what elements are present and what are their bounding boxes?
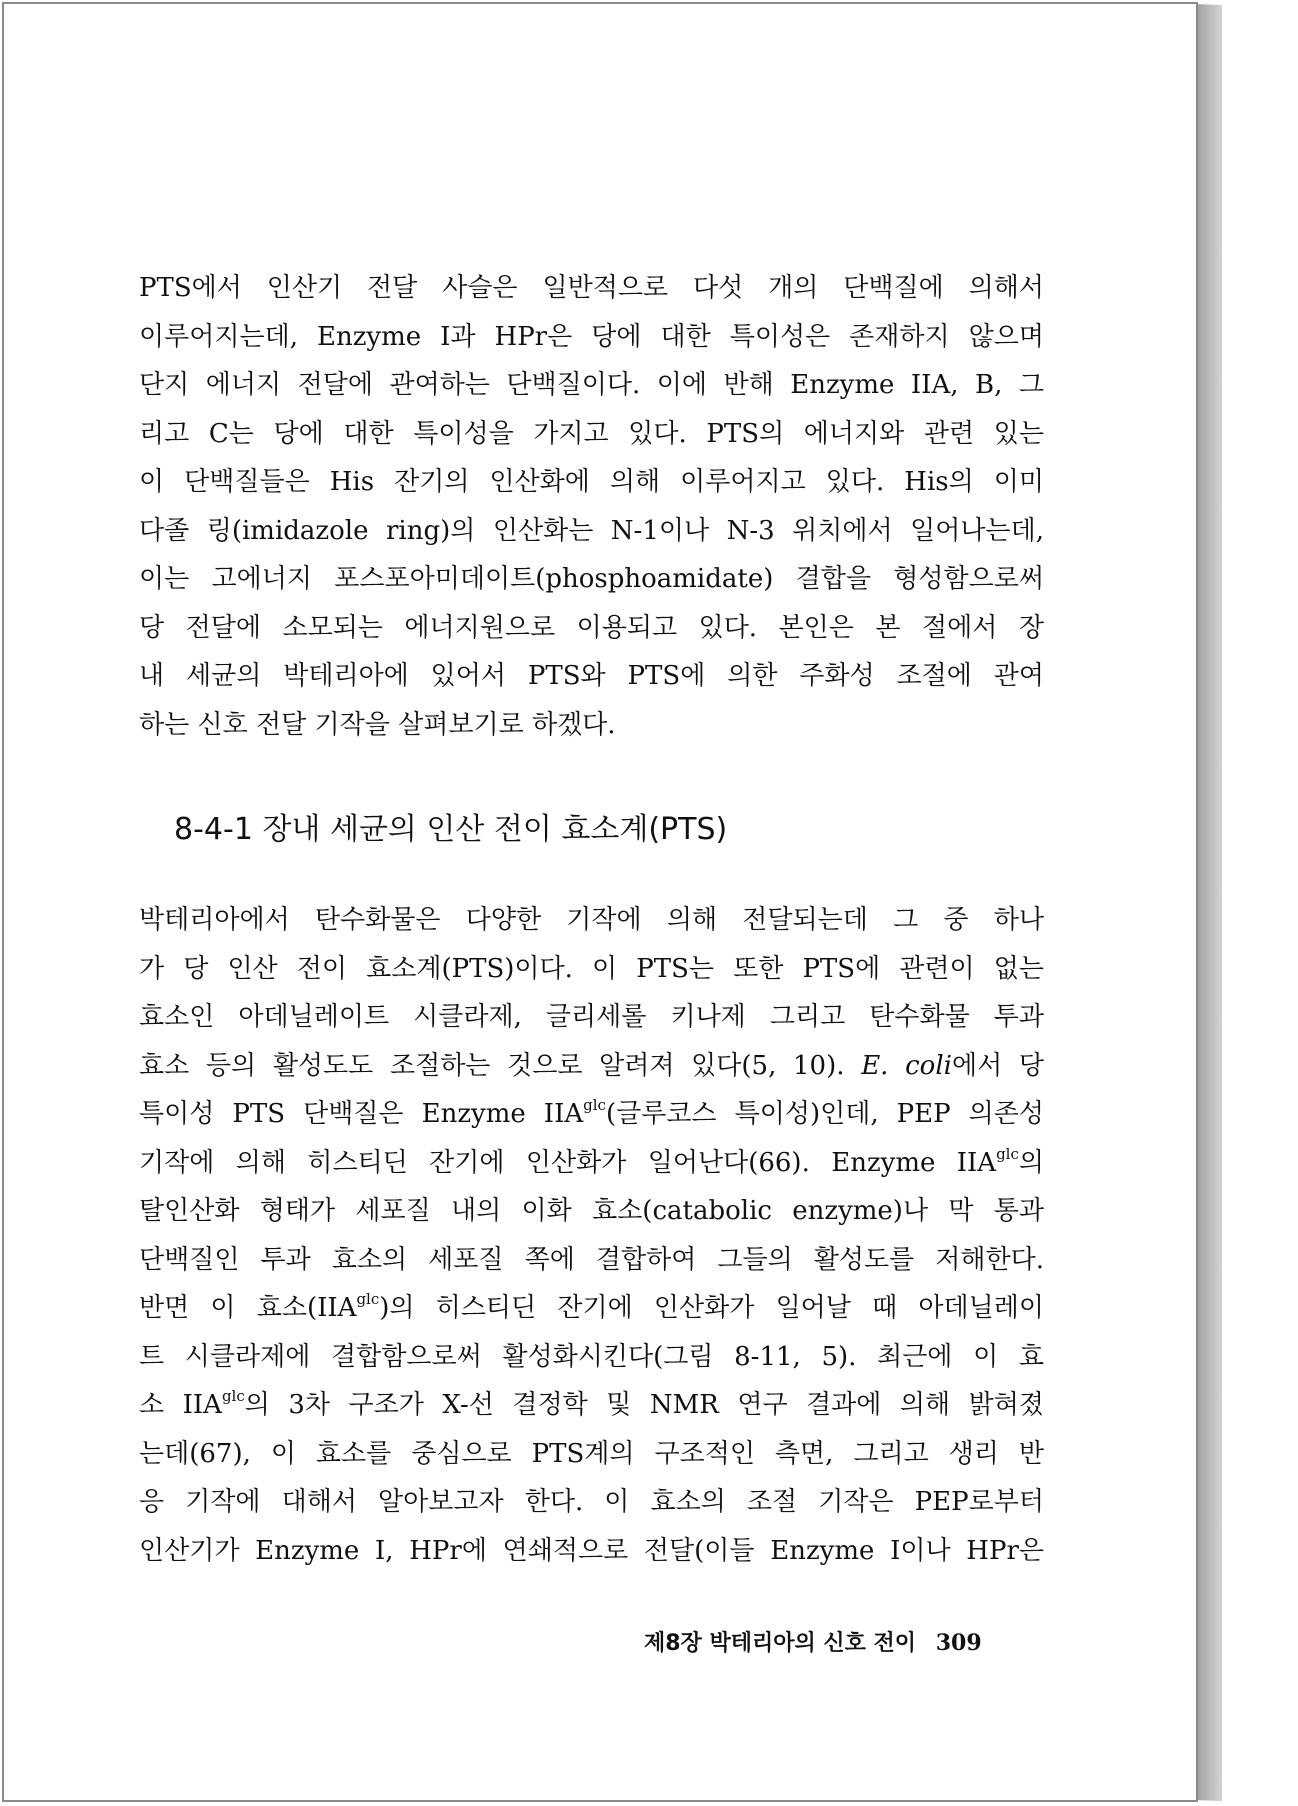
- text-line: [139, 410, 1044, 459]
- line-text: 이는 고에너지 포스포아미데이트(phosphoamidate) 결합을 형성함으로써: [139, 564, 1044, 594]
- text-line: [139, 264, 1044, 313]
- line-segment: )의 히스티딘 잔기에 인산화가 일어날 때 아데닐레이: [379, 1293, 1044, 1323]
- page-number: 309: [935, 1630, 982, 1656]
- line-text: [139, 1139, 1044, 1188]
- line-segment: 의: [1018, 1147, 1044, 1178]
- line-text: 당 전달에 소모되는 에너지원으로 이용되고 있다. 본인은 본 절에서 장: [139, 612, 1044, 643]
- text-line: [139, 993, 1044, 1042]
- line-text: 응 기작에 대해서 알아보고자 한다. 이 효소의 조절 기작은 PEP로부터: [139, 1487, 1044, 1517]
- superscript: glc: [583, 1096, 606, 1115]
- text-line: [139, 555, 1044, 604]
- line-text: 내 세균의 박테리아에 있어서 PTS와 PTS에 의한 주화성 조절에 관여: [139, 661, 1044, 691]
- line-text: 효소인 아데닐레이트 시클라제, 글리세롤 키나제 그리고 탄수화물 투과: [139, 1002, 1044, 1032]
- text-line: [139, 701, 1044, 750]
- text-line: [139, 1430, 1044, 1479]
- text-line: [139, 1042, 1044, 1091]
- line-text: 인산기가 Enzyme I, HPr에 연쇄적으로 전달(이들 Enzyme I이나 HPr은: [139, 1535, 1044, 1566]
- text-line: [139, 1090, 1044, 1139]
- superscript: glc: [356, 1290, 380, 1309]
- superscript: glc: [996, 1144, 1019, 1163]
- line-text: PTS에서 인산기 전달 사슬은 일반적으로 다섯 개의 단백질에 의해서: [139, 273, 1044, 303]
- text-line: [139, 1139, 1044, 1188]
- line-text: [139, 1381, 1044, 1430]
- line-text: 다졸 링(imidazole ring)의 인산화는 N-1이나 N-3 위치에서 일어나는데,: [139, 515, 1044, 546]
- line-text: [139, 1042, 1044, 1091]
- line-text: 는데(67), 이 효소를 중심으로 PTS계의 구조적인 측면, 그리고 생리 반: [139, 1438, 1044, 1469]
- text-line: [139, 458, 1044, 507]
- line-text: 단백질인 투과 효소의 세포질 쪽에 결합하여 그들의 활성도를 저해한다.: [139, 1244, 1044, 1275]
- line-segment: 소 IIA: [139, 1390, 222, 1420]
- line-text: 이루어지는데, Enzyme I과 HPr은 당에 대한 특이성은 존재하지 않으며: [139, 321, 1044, 352]
- line-text: [139, 1090, 1044, 1139]
- text-line: [139, 1478, 1044, 1527]
- chapter-title: 제8장 박테리아의 신호 전이: [644, 1631, 917, 1656]
- section-heading: 8-4-1 장내 세균의 인산 전이 효소계(PTS): [174, 812, 728, 847]
- line-text: 탈인산화 형태가 세포질 내의 이화 효소(catabolic enzyme)나 막 통과: [139, 1196, 1044, 1226]
- text-line: [139, 361, 1044, 410]
- text-line: [139, 1527, 1044, 1576]
- line-text: 트 시클라제에 결합함으로써 활성화시킨다(그림 8-11, 5). 최근에 이 효: [139, 1341, 1044, 1372]
- text-line: [139, 1333, 1044, 1382]
- text-line: [139, 652, 1044, 701]
- superscript: glc: [221, 1387, 245, 1406]
- line-text: 하는 신호 전달 기작을 살펴보기로 하겠다.: [139, 709, 616, 740]
- line-segment: 에서 당: [951, 1050, 1044, 1081]
- text-line: [139, 945, 1044, 994]
- line-segment: 반면 이 효소(IIA: [139, 1293, 357, 1323]
- text-line: [139, 604, 1044, 653]
- paragraph-intro: [139, 264, 1044, 749]
- line-text: 이 단백질들은 His 잔기의 인산화에 의해 이루어지고 있다. His의 이미: [139, 467, 1044, 497]
- species-name: E. coli: [861, 1050, 952, 1081]
- page-edge-shadow: [1194, 4, 1222, 1801]
- paragraph-pts: [139, 896, 1044, 1575]
- text-line: [139, 1381, 1044, 1430]
- book-page: [2, 2, 1198, 1802]
- line-text: 리고 C는 당에 대한 특이성을 가지고 있다. PTS의 에너지와 관련 있는: [139, 418, 1044, 449]
- line-text: 가 당 인산 전이 효소계(PTS)이다. 이 PTS는 또한 PTS에 관련이 없는: [139, 953, 1044, 984]
- line-segment: 기작에 의해 히스티딘 잔기에 인산화가 일어난다(66). Enzyme IIA: [139, 1147, 997, 1178]
- text-line: [139, 896, 1044, 945]
- line-text: [139, 1284, 1044, 1333]
- text-line: [139, 1236, 1044, 1285]
- line-text: 박테리아에서 탄수화물은 다양한 기작에 의해 전달되는데 그 중 하나: [139, 905, 1044, 935]
- line-segment: (글루코스 특이성)인데, PEP 의존성: [605, 1099, 1044, 1129]
- text-line: [139, 507, 1044, 556]
- text-line: [139, 1187, 1044, 1236]
- line-segment: 의 3차 구조가 X-선 결정학 및 NMR 연구 결과에 의해 밝혀졌: [244, 1390, 1045, 1420]
- line-text: 단지 에너지 전달에 관여하는 단백질이다. 이에 반해 Enzyme IIA, B, 그: [139, 370, 1044, 400]
- line-segment: 효소 등의 활성도도 조절하는 것으로 알려져 있다(5, 10).: [139, 1050, 862, 1081]
- line-segment: 특이성 PTS 단백질은 Enzyme IIA: [139, 1099, 584, 1129]
- running-footer: [644, 1626, 982, 1657]
- text-line: [139, 313, 1044, 362]
- text-line: [139, 1284, 1044, 1333]
